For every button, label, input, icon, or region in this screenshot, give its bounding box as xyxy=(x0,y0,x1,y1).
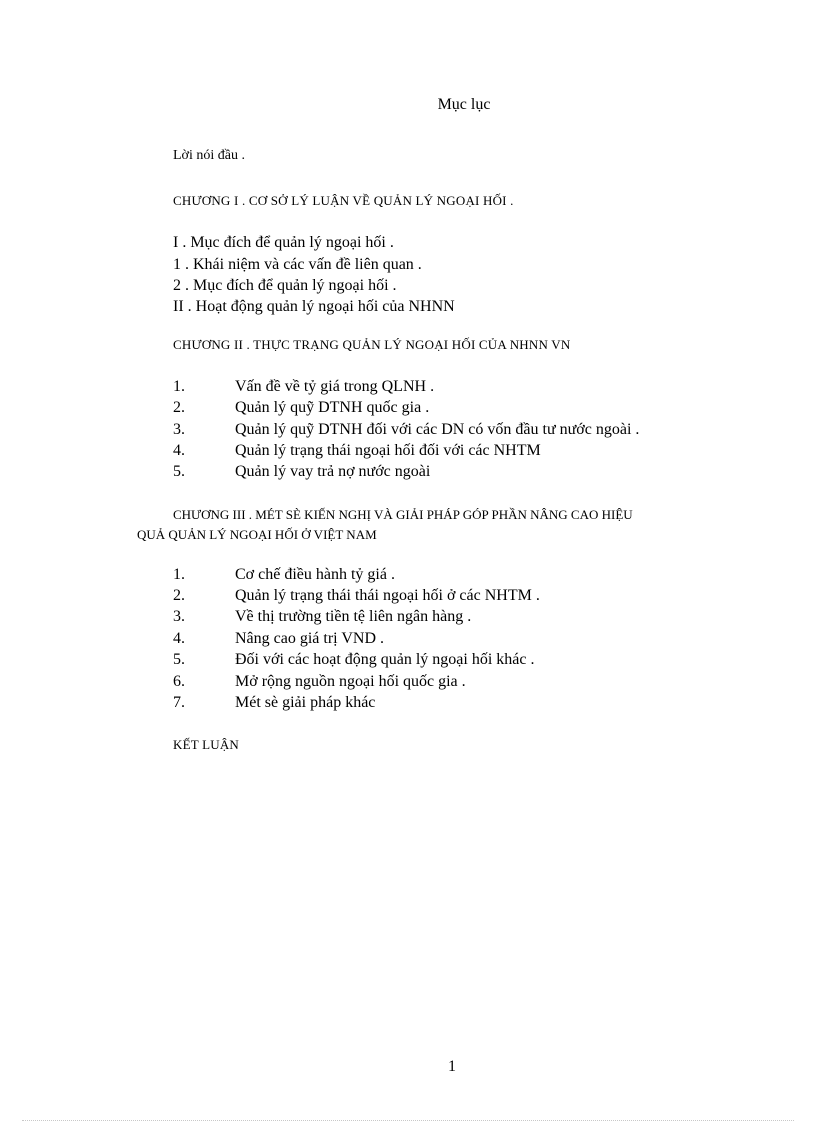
item-text: Về thị trường tiền tệ liên ngân hàng . xyxy=(235,608,472,625)
item-number: 4. xyxy=(173,630,185,647)
item-text: Quản lý trạng thái ngoại hối đối với các NHTM xyxy=(235,442,541,459)
item-text: Mét sè giải pháp khác xyxy=(235,694,376,711)
chapter1-item-4: II . Hoạt động quản lý ngoại hối của NHNN xyxy=(173,298,455,315)
item-number: 2. xyxy=(173,587,185,604)
item-text: Quản lý trạng thái thái ngoại hối ở các NHTM . xyxy=(235,587,540,604)
item-number: 4. xyxy=(173,442,185,459)
chapter2-item-4 xyxy=(173,442,541,460)
page-title: Mục lục xyxy=(437,96,491,113)
item-number: 1. xyxy=(173,378,185,395)
chapter3-item-6 xyxy=(173,673,466,691)
item-number: 5. xyxy=(173,651,185,668)
item-text: Mở rộng nguồn ngoại hối quốc gia . xyxy=(235,673,466,690)
item-text: Vấn đề về tỷ giá trong QLNH . xyxy=(235,378,435,395)
page-edge-divider xyxy=(22,1120,794,1121)
chapter3-heading xyxy=(137,505,767,545)
chapter2-item-3 xyxy=(173,421,639,439)
item-number: 7. xyxy=(173,694,185,711)
item-number: 3. xyxy=(173,421,185,438)
chapter2-item-1 xyxy=(173,378,434,396)
chapter1-item-2: 1 . Khái niệm và các vấn đề liên quan . xyxy=(173,256,422,273)
item-text: Quản lý quỹ DTNH đối với các DN có vốn đầu tư nước ngoài . xyxy=(235,421,640,438)
item-text: Quản lý quỹ DTNH quốc gia . xyxy=(235,399,430,416)
chapter1-heading: CHƯƠNG I . CƠ SỞ LÝ LUẬN VỀ QUẢN LÝ NGOẠI HỐI . xyxy=(173,193,514,208)
chapter1-item-3: 2 . Mục đích để quản lý ngoại hối . xyxy=(173,277,397,294)
chapter3-item-1 xyxy=(173,566,395,584)
chapter2-item-2 xyxy=(173,399,429,417)
page-number: 1 xyxy=(448,1058,456,1075)
chapter2-item-5 xyxy=(173,463,430,481)
item-number: 1. xyxy=(173,566,185,583)
item-number: 3. xyxy=(173,608,185,625)
chapter3-heading-line1: CHƯƠNG III . MÉT SÈ KIẾN NGHỊ VÀ GIẢI PHÁP GÓP PHẦN NÂNG CAO HIỆU xyxy=(173,507,633,522)
item-text: Đối với các hoạt động quản lý ngoại hối khác . xyxy=(235,651,535,668)
chapter3-item-2 xyxy=(173,587,540,605)
item-text: Nâng cao giá trị VND . xyxy=(235,630,384,647)
item-number: 5. xyxy=(173,463,185,480)
chapter3-item-5 xyxy=(173,651,535,669)
item-number: 2. xyxy=(173,399,185,416)
preface-entry: Lời nói đầu . xyxy=(173,148,245,163)
chapter1-item-1: I . Mục đích để quản lý ngoại hối . xyxy=(173,234,394,251)
item-text: Quản lý vay trả nợ nước ngoài xyxy=(235,463,431,480)
item-number: 6. xyxy=(173,673,185,690)
chapter3-heading-line2: QUẢ QUẢN LÝ NGOẠI HỐI Ở VIỆT NAM xyxy=(137,527,377,542)
chapter3-item-3 xyxy=(173,608,471,626)
item-text: Cơ chế điều hành tỷ giá . xyxy=(235,566,395,583)
chapter2-heading: CHƯƠNG II . THỰC TRẠNG QUẢN LÝ NGOẠI HỐI CỦA NHNN VN xyxy=(173,337,571,352)
conclusion-entry: KẾT LUẬN xyxy=(173,737,239,752)
chapter3-item-4 xyxy=(173,630,384,648)
chapter3-item-7 xyxy=(173,694,375,712)
